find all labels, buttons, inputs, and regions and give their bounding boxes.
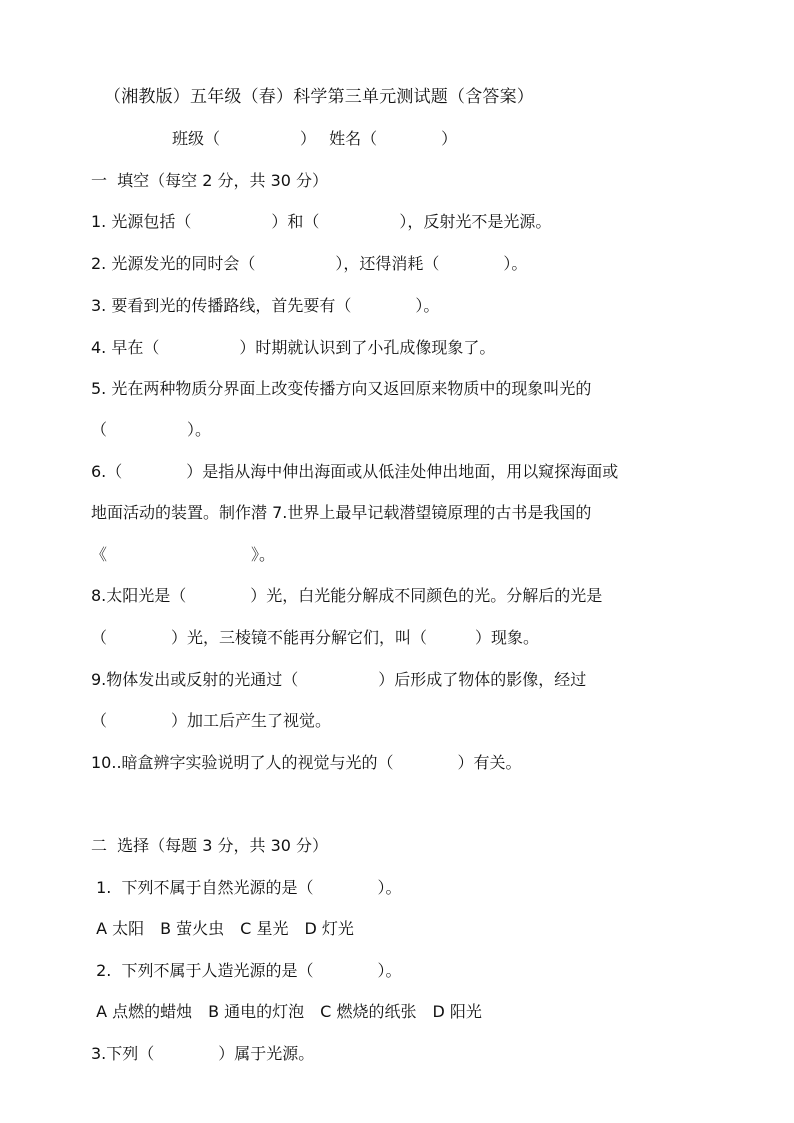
- section1-heading: 一 填空（每空 2 分，共 30 分）: [91, 171, 329, 190]
- fill-question-10: 10..暗盒辨字实验说明了人的视觉与光的（ ）有关。: [91, 753, 522, 772]
- page-title: （湘教版）五年级（春）科学第三单元测试题（含答案）: [104, 87, 534, 107]
- choice-question-1: 1. 下列不属于自然光源的是（ ）。: [91, 878, 402, 897]
- fill-question-8-cont: （ ）光，三棱镜不能再分解它们，叫（ ）现象。: [91, 628, 540, 647]
- fill-question-6: 6.（ ）是指从海中伸出海面或从低洼处伸出地面，用以窥探海面或: [91, 462, 619, 481]
- fill-question-5: 5. 光在两种物质分界面上改变传播方向又返回原来物质中的现象叫光的: [91, 379, 592, 398]
- fill-question-7-cont: 《 》。: [91, 545, 276, 564]
- choice-question-1-options: A 太阳 B 萤火虫 C 星光 D 灯光: [91, 919, 354, 938]
- class-name-line: 班级（ ） 姓名（ ）: [172, 129, 458, 148]
- fill-question-2: 2. 光源发光的同时会（ ），还得消耗（ ）。: [91, 254, 528, 273]
- fill-question-3: 3. 要看到光的传播路线，首先要有（ ）。: [91, 296, 440, 315]
- fill-question-8: 8.太阳光是（ ）光，白光能分解成不同颜色的光。分解后的光是: [91, 586, 603, 605]
- section2-heading: 二 选择（每题 3 分，共 30 分）: [91, 836, 329, 855]
- choice-question-2: 2. 下列不属于人造光源的是（ ）。: [91, 961, 402, 980]
- fill-question-9: 9.物体发出或反射的光通过（ ）后形成了物体的影像，经过: [91, 670, 587, 689]
- choice-question-3: 3.下列（ ）属于光源。: [91, 1044, 315, 1063]
- fill-question-6-cont: 地面活动的装置。制作潜 7.世界上最早记载潜望镜原理的古书是我国的: [91, 503, 592, 522]
- fill-question-1: 1. 光源包括（ ）和（ ），反射光不是光源。: [91, 212, 552, 231]
- fill-question-9-cont: （ ）加工后产生了视觉。: [91, 711, 332, 730]
- fill-question-5-cont: （ ）。: [91, 420, 212, 439]
- choice-question-2-options: A 点燃的蜡烛 B 通电的灯泡 C 燃烧的纸张 D 阳光: [91, 1002, 482, 1021]
- fill-question-4: 4. 早在（ ）时期就认识到了小孔成像现象了。: [91, 338, 496, 357]
